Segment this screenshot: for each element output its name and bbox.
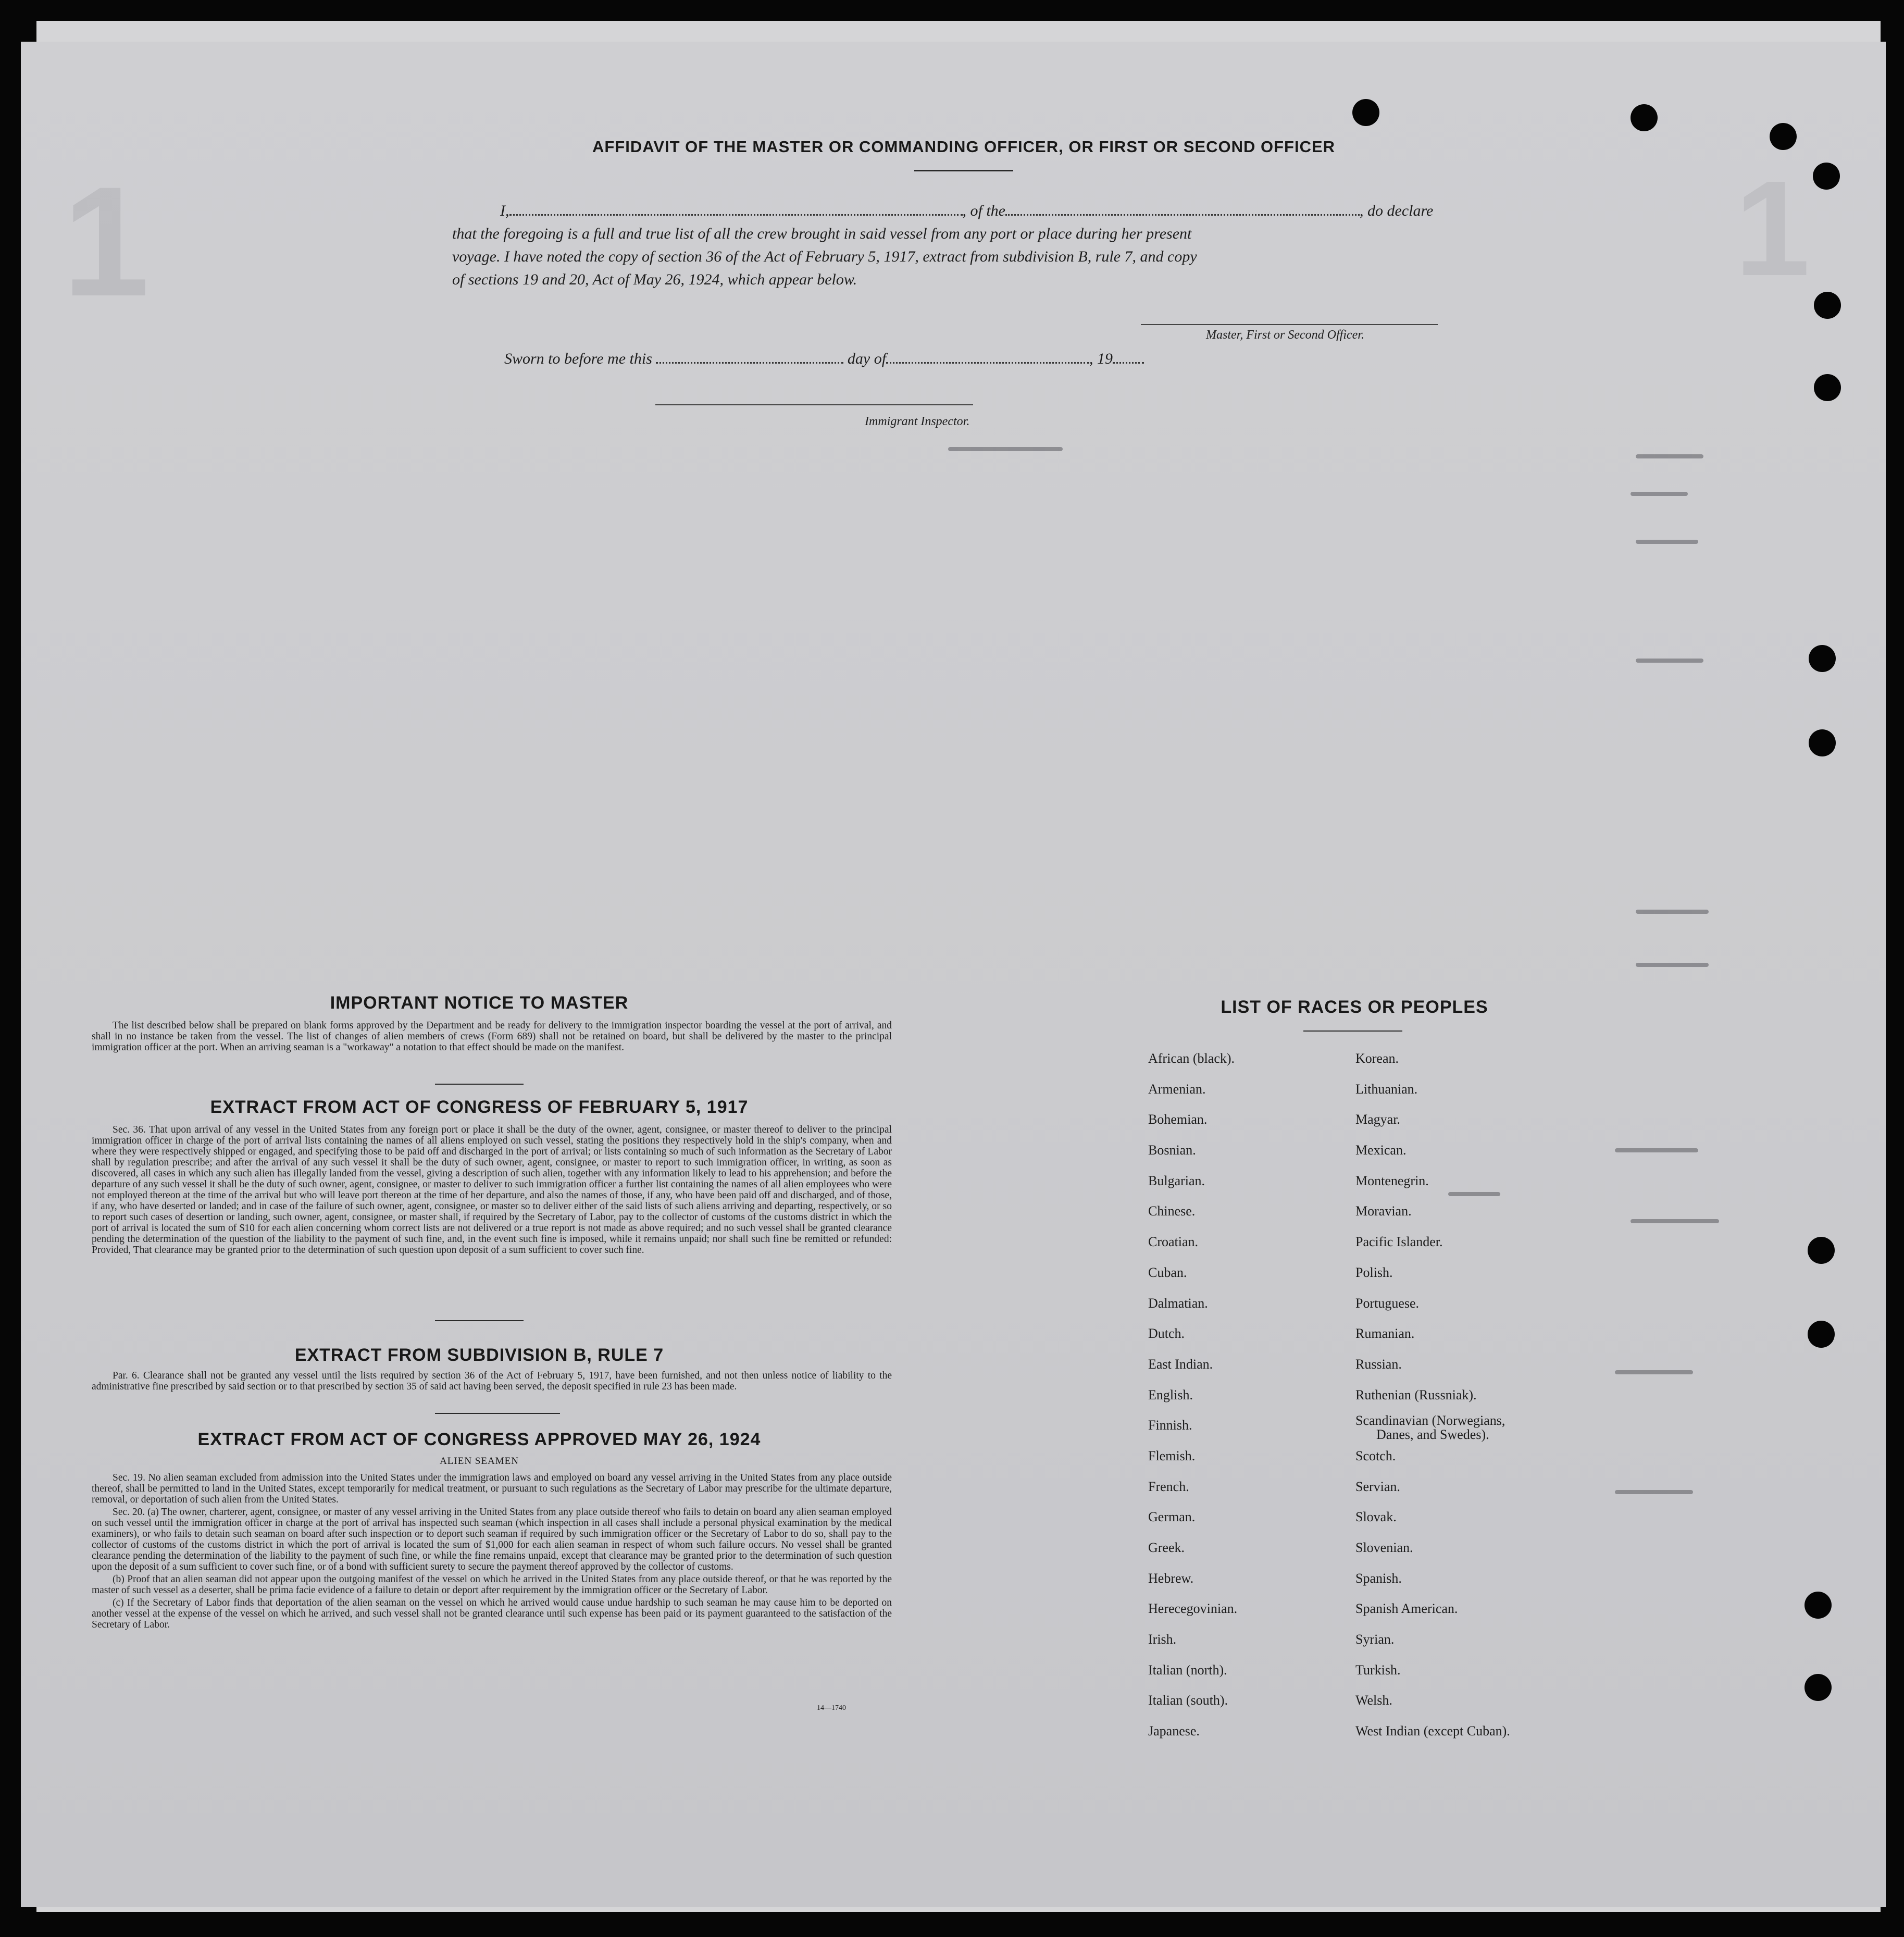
affidavit-line-1: I, , of the , do declare	[500, 202, 1434, 219]
punch-hole	[1631, 104, 1658, 131]
ink-bleed	[1631, 1219, 1719, 1223]
race-item: Bohemian.	[1148, 1112, 1208, 1127]
punch-hole	[1805, 1674, 1832, 1701]
race-item: English.	[1148, 1387, 1193, 1402]
races-title: LIST OF RACES OR PEOPLES	[1221, 997, 1488, 1017]
race-item: Italian (south).	[1148, 1693, 1228, 1708]
punch-hole	[1808, 1237, 1835, 1264]
affidavit-line-4: of sections 19 and 20, Act of May 26, 1924, which appear below.	[452, 271, 857, 288]
section-20a: Sec. 20. (a) The owner, charterer, agent, consignee, or master of any vessel arriving in the United States from any place outside thereof who fails to detain on board any alien seaman employed on such vessel until the immigration officer in charge at the port of arrival has inspected such seaman (which inspection in all cases shall include a personal physical examination by the medical examiners), or who fails to detain such seaman on board after such inspection or to deport such seaman if required by such immigration officer or the Secretary of Labor to do so, shall pay to the collector of customs of the customs district in which the port of arrival is located the sum of $1,000 for each alien seaman in respect of whom such failure occurs. No vessel shall be granted clearance pending the determination of the liability to the payment of such fine, or while the fine remains unpaid, except that clearance may be granted prior to the determination of such question upon the deposit of a sum sufficient to cover such fine, or of a bond with sufficient surety to secure the payment thereof approved by the collector of customs.	[92, 1507, 892, 1572]
affidavit-line-2: that the foregoing is a full and true list of all the crew brought in said vessel from any port or place during her present	[452, 225, 1192, 242]
extract-rule7-body: Par. 6. Clearance shall not be granted any vessel until the lists required by section 36 of the Act of February 5, 1917, have been furnished, and not then unless notice of liability to the administrative fine prescribed by said section or to that prescribed by section 35 of said act having been served, the deposit specified in rule 23 has been made.	[92, 1370, 892, 1392]
ink-bleed	[1615, 1148, 1698, 1152]
race-item: Portuguese.	[1355, 1295, 1420, 1311]
race-item: Bulgarian.	[1148, 1173, 1205, 1188]
extract-1917-title: EXTRACT FROM ACT OF CONGRESS OF FEBRUARY 5, 1917	[210, 1097, 749, 1117]
show-through-page-number: 1	[63, 154, 150, 329]
ink-bleed	[948, 447, 1063, 451]
race-item: Chinese.	[1148, 1203, 1196, 1219]
race-item: Welsh.	[1355, 1693, 1392, 1708]
race-item: Spanish American.	[1355, 1601, 1458, 1617]
race-item: Bosnian.	[1148, 1143, 1196, 1158]
race-item: Mexican.	[1355, 1143, 1407, 1158]
races-left-column	[1148, 1044, 1237, 1747]
race-item: Servian.	[1355, 1479, 1400, 1494]
extract-1924-subtitle: ALIEN SEAMEN	[440, 1456, 519, 1467]
master-signature-line[interactable]	[1141, 324, 1438, 325]
sworn-line: Sworn to before me this day of , 19	[504, 350, 1144, 368]
race-item: Dalmatian.	[1148, 1295, 1208, 1311]
sworn-day-blank[interactable]	[656, 362, 843, 364]
extract-rule7-rule	[435, 1413, 560, 1414]
section-19: Sec. 19. No alien seaman excluded from admission into the United States under the immigration laws and employed on board any vessel arriving in the United States from any place outside thereof, shall be permitted to land in the United States, except temporarily for medical treatment, or pursuant to such regulations as the Secretary of Labor may prescribe for the ultimate departure, removal, or deportation of such alien from the United States.	[92, 1472, 892, 1505]
punch-hole	[1813, 163, 1840, 190]
race-item: Irish.	[1148, 1632, 1177, 1647]
race-item: Japanese.	[1148, 1723, 1200, 1739]
ink-bleed	[1636, 910, 1709, 914]
race-item: Scandinavian (Norwegians,	[1355, 1413, 1505, 1429]
race-item: Dutch.	[1148, 1326, 1185, 1342]
race-item: Magyar.	[1355, 1112, 1400, 1127]
extract-rule7-title: EXTRACT FROM SUBDIVISION B, RULE 7	[294, 1345, 664, 1365]
race-item: Korean.	[1355, 1051, 1399, 1066]
section-20c: (c) If the Secretary of Labor finds that deportation of the alien seaman on the vessel on which he arrived would cause undue hardship to such seaman he may cause him to be deported on another vessel at the expense of the vessel on which he arrived, and such vessel shall not be granted clearance until such expense has been paid or its payment guaranteed to the satisfaction of the Secretary of Labor.	[92, 1597, 892, 1630]
race-item: Danes, and Swedes).	[1376, 1427, 1489, 1443]
notice-rule	[435, 1084, 524, 1085]
punch-hole	[1809, 645, 1836, 672]
ink-bleed	[1615, 1370, 1693, 1374]
affidavit-title: AFFIDAVIT OF THE MASTER OR COMMANDING OFFICER, OR FIRST OR SECOND OFFICER	[592, 138, 1336, 156]
race-item: Moravian.	[1355, 1203, 1412, 1219]
race-item: Ruthenian (Russniak).	[1355, 1387, 1477, 1402]
ink-bleed	[1631, 492, 1688, 496]
race-item: Cuban.	[1148, 1264, 1187, 1280]
vessel-name-blank[interactable]	[1005, 214, 1360, 216]
sworn-month-blank[interactable]	[886, 362, 1089, 364]
race-item: West Indian (except Cuban).	[1355, 1723, 1510, 1739]
show-through-page-number-right: 1	[1735, 153, 1810, 304]
punch-hole	[1814, 292, 1841, 319]
race-item: Greek.	[1148, 1540, 1185, 1555]
punch-hole	[1805, 1592, 1832, 1619]
race-item: Polish.	[1355, 1264, 1393, 1280]
race-item: Spanish.	[1355, 1570, 1402, 1586]
race-item: African (black).	[1148, 1051, 1235, 1066]
race-item: Montenegrin.	[1355, 1173, 1429, 1188]
affidavit-title-rule	[914, 170, 1013, 171]
race-item: French.	[1148, 1479, 1189, 1494]
extract-1924-title: EXTRACT FROM ACT OF CONGRESS APPROVED MAY 26, 1924	[197, 1430, 761, 1449]
ink-bleed	[1636, 659, 1703, 663]
races-right-column	[1355, 1044, 1510, 1747]
race-item: Lithuanian.	[1355, 1081, 1418, 1097]
punch-hole	[1808, 1321, 1835, 1348]
race-item: German.	[1148, 1509, 1196, 1525]
master-signature-label: Master, First or Second Officer.	[1206, 328, 1364, 342]
ink-bleed	[1615, 1490, 1693, 1494]
notice-body: The list described below shall be prepared on blank forms approved by the Department and be ready for delivery to the immigration inspector boarding the vessel at the port of arrival, and shall in no instance be taken from the vessel. The list of changes of alien members of crews (Form 689) shall not be retained on board, but shall be delivered by the master to the principal immigration officer at the port. When an arriving seaman is a "workaway" a notation to that effect should be made on the manifest.	[92, 1020, 892, 1053]
races-title-rule	[1303, 1030, 1402, 1032]
punch-hole	[1770, 123, 1797, 150]
race-item: Armenian.	[1148, 1081, 1206, 1097]
race-item: Pacific Islander.	[1355, 1234, 1443, 1250]
form-number: 14—1740	[817, 1704, 846, 1712]
race-item: Italian (north).	[1148, 1662, 1227, 1678]
ink-bleed	[1636, 963, 1709, 967]
punch-hole	[1814, 374, 1841, 401]
affidavit-line-3: voyage. I have noted the copy of section 36 of the Act of February 5, 1917, extract from subdivision B, rule 7, and copy	[452, 248, 1197, 265]
race-item: Slovenian.	[1355, 1540, 1413, 1555]
inspector-label: Immigrant Inspector.	[865, 415, 970, 428]
extract-1924-body	[92, 1472, 892, 1632]
race-item: Croatian.	[1148, 1234, 1199, 1250]
race-item: Finnish.	[1148, 1418, 1192, 1433]
race-item: Herecegovinian.	[1148, 1601, 1238, 1617]
ink-bleed	[1636, 540, 1698, 544]
race-item: Turkish.	[1355, 1662, 1401, 1678]
extract-1917-body: Sec. 36. That upon arrival of any vessel in the United States from any foreign port or place it shall be the duty of the owner, agent, consignee, or master thereof to deliver to the principal immigration officer in charge of the port of arrival lists containing the names of all aliens employed on such vessel, stating the positions they respectively hold in the ship's company, when and where they were respectively shipped or engaged, and specifying those to be paid off and discharged in the port of arrival; or lists containing so much of such information as the Secretary of Labor shall by regulation prescribe; and after the arrival of any such vessel it shall be the duty of such owner, agent, consignee, or master to report to such immigration officer, in writing, as soon as discovered, all cases in which any such alien has illegally landed from the vessel, giving a description of such alien, together with any information likely to lead to his apprehension; and before the departure of any such vessel it shall be the duty of such owner, agent, consignee, or master to deliver to such immigration officer a further list containing the names of all alien employees who were not employed thereon at the time of the arrival but who will leave port thereon at the time of her departure, and also the names of those, if any, who have been paid off and discharged, and of those, if any, who have deserted or landed; and in case of the failure of such owner, agent, consignee, or master so to deliver either of the said lists of such aliens arriving and departing, respectively, or so to report such cases of desertion or landing, such owner, agent, consignee, or master shall, if required by the Secretary of Labor, pay to the collector of customs of the customs district in which the port of arrival is located the sum of $10 for each alien concerning whom correct lists are not delivered or a true report is not made as above required; and no such vessel shall be granted clearance pending the determination of the question of the liability to the payment of such fine, and, in the event such fine is imposed, while it remains unpaid; nor shall such fine be remitted or refunded: Provided, That clearance may be granted prior to the determination of such question upon deposit of a sum sufficient to cover such fine.	[92, 1124, 892, 1256]
extract-1917-rule	[435, 1320, 524, 1321]
race-item: Scotch.	[1355, 1448, 1396, 1463]
race-item: Hebrew.	[1148, 1570, 1194, 1586]
punch-hole	[1352, 99, 1379, 126]
race-item: Flemish.	[1148, 1448, 1196, 1463]
race-item: Rumanian.	[1355, 1326, 1415, 1342]
race-item: Syrian.	[1355, 1632, 1395, 1647]
race-item: Slovak.	[1355, 1509, 1397, 1525]
race-item: Russian.	[1355, 1356, 1402, 1372]
punch-hole	[1809, 729, 1836, 756]
section-20b: (b) Proof that an alien seaman did not appear upon the outgoing manifest of the vessel on which he arrived in the United States from any place outside thereof, or that he was reported by the master of such vessel as a deserter, shall be prima facie evidence of a failure to detain or deport after requirement by the immigration officer or the Secretary of Labor.	[92, 1574, 892, 1596]
ink-bleed	[1636, 454, 1703, 458]
notice-title: IMPORTANT NOTICE TO MASTER	[330, 993, 629, 1013]
race-item: East Indian.	[1148, 1356, 1213, 1372]
sworn-year-blank[interactable]	[1113, 362, 1144, 364]
inspector-signature-line[interactable]	[655, 404, 973, 405]
officer-name-blank[interactable]	[509, 214, 963, 216]
